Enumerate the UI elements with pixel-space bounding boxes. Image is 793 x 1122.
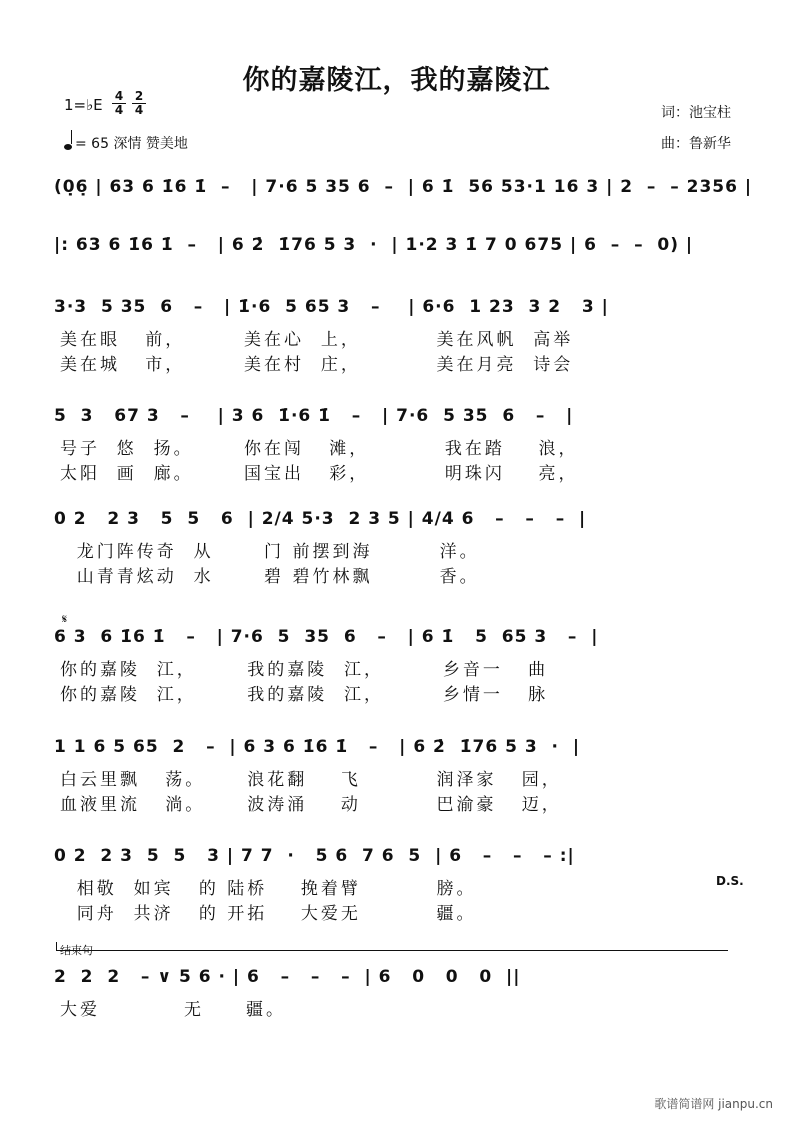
- tempo-marking: [64, 133, 188, 153]
- lyric-line-5b: 血液里流 淌。 波涛涌 动 巴渝豪 迈，: [60, 795, 562, 815]
- notation-row-2: [54, 232, 730, 258]
- notes-line: 0 2 2 3 5 5 6 | 2/4 5·3 2 3 5 | 4/4 6 – – – |: [54, 509, 587, 529]
- notation-row-1: [54, 174, 753, 200]
- lyric-line-6a: 相敬 如宾 的 陆桥 挽着臂 膀。: [60, 879, 477, 899]
- key-signature: 1=♭E: [64, 96, 103, 114]
- lyric-line-5a: 白云里飘 荡。 浪花翻 飞 润泽家 园，: [60, 770, 562, 790]
- notes-line: |: 63 6 1̇6 1̇ – | 6 2̇ 1̇76 5 3 · | 1·2 3 1̇ 7 0 675 | 6 – – 0) |: [54, 235, 694, 255]
- lyric-line-3b: 山青青炫动 水 碧 碧竹林飘 香。: [60, 567, 480, 587]
- notation-row-7: [54, 734, 730, 760]
- notes-line: 0 2 2 3 5 5 3 | 7 7 · 5 6 7 6 5 | 6 – – – :|: [54, 846, 575, 866]
- lyricist: 词：池宝柱: [661, 105, 731, 121]
- notes-line: 2 2 2 – ∨ 5 6 · | 6 – – – | 6 0 0 0 ||: [54, 967, 521, 987]
- notes-line: 5 3 67 3 – | 3 6 1̇·6 1̇ – | 7·6 5 35 6 – |: [54, 406, 574, 426]
- meter-a-bottom: 4: [114, 103, 124, 117]
- meter-b-bottom: 4: [134, 103, 144, 117]
- notation-row-6: [54, 624, 730, 650]
- tempo-text: = 65 深情 赞美地: [75, 136, 188, 152]
- watermark: 歌谱简谱网 jianpu.cn: [654, 1097, 773, 1111]
- notes-line: 3·3 5 35 6 – | 1̇·6 5 65 3 – | 6·6 1 23 3 2 3 |: [54, 297, 609, 317]
- notation-row-8: [54, 843, 730, 869]
- lyric-final: 大爱 无 疆。: [60, 1000, 287, 1020]
- lyric-line-1b: 美在城 市， 美在村 庄， 美在月亮 诗会: [60, 355, 574, 375]
- lyric-line-2b: 太阳 画 廊。 国宝出 彩， 明珠闪 亮，: [60, 464, 579, 484]
- ending-bracket-line: [56, 950, 728, 951]
- lyric-line-3a: 龙门阵传奇 从 门 前摆到海 洋。: [60, 542, 480, 562]
- meter-a-top: 4: [112, 90, 126, 104]
- notation-row-4: [54, 403, 730, 429]
- ending-label: 结束句: [60, 944, 93, 957]
- lyric-line-1a: 美在眼 前， 美在心 上， 美在风帆 高举: [60, 330, 574, 350]
- time-signature: [112, 90, 152, 117]
- meter-b-top: 2: [132, 90, 146, 104]
- lyric-line-6b: 同舟 共济 的 开拓 大爱无 疆。: [60, 904, 477, 924]
- notes-line: 1 1 6 5 65 2 – | 6 3 6 1̇6 1̇ – | 6 2̇ 1̇76 5 3 · |: [54, 737, 581, 757]
- notes-line: (0̣6̣ | 63 6 1̇6 1̇ – | 7·6 5 35 6 – | 6 1̇ 56 53·1 16 3 | 2 – – 2356 |: [54, 177, 753, 197]
- lyric-line-2a: 号子 悠 扬。 你在闯 滩， 我在踏 浪，: [60, 439, 579, 459]
- composer: 曲：鲁新华: [661, 136, 731, 152]
- ds-marking: D.S.: [716, 874, 744, 888]
- notes-line: 6 3 6 1̇6 1̇ – | 7·6 5 35 6 – | 6 1̇ 5 65 3 – |: [54, 627, 599, 647]
- quarter-note-icon: [64, 144, 72, 150]
- lyric-line-4a: 你的嘉陵 江， 我的嘉陵 江， 乡音一 曲: [60, 660, 549, 680]
- notation-row-3: [54, 294, 730, 320]
- lyric-line-4b: 你的嘉陵 江， 我的嘉陵 江， 乡情一 脉: [60, 685, 549, 705]
- notation-row-5: [54, 506, 730, 532]
- notation-row-9: [54, 964, 730, 990]
- page-title: 你的嘉陵江，我的嘉陵江: [242, 65, 551, 96]
- segno-icon: 𝄋: [62, 612, 68, 626]
